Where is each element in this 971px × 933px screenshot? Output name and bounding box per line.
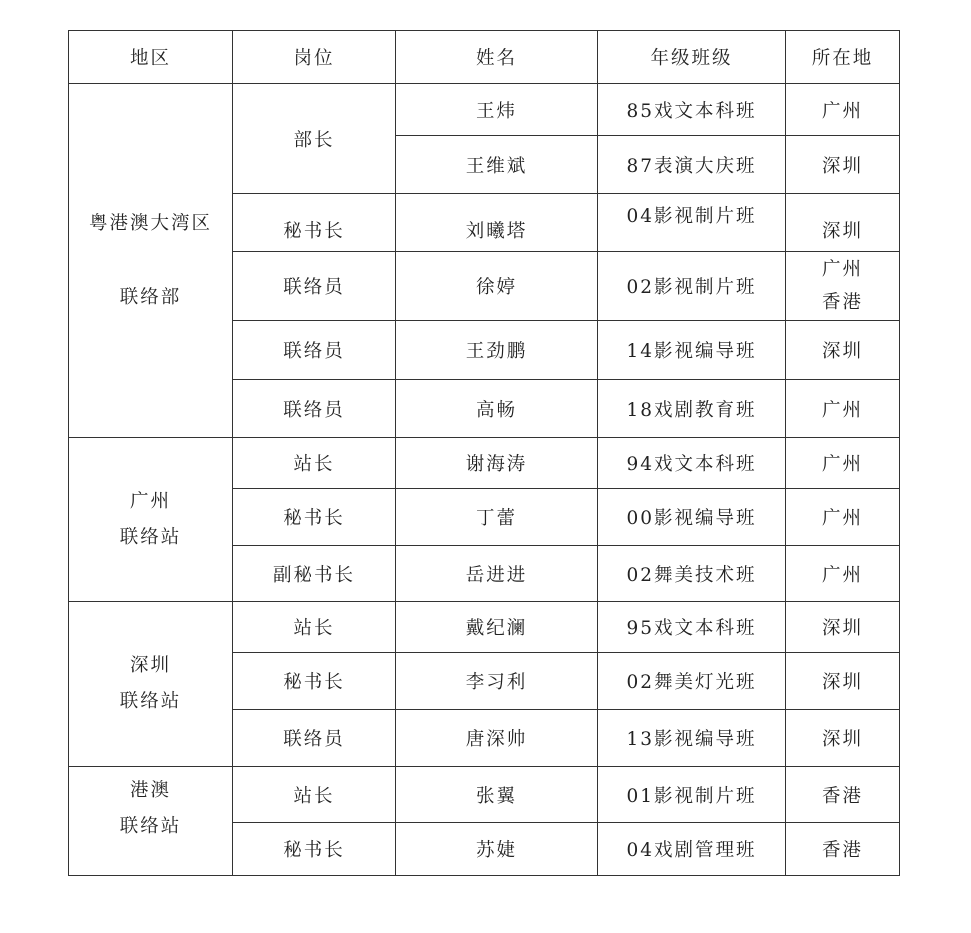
region-line: 港澳 <box>129 780 171 801</box>
contact-table <box>68 30 900 876</box>
location-cell: 深圳 <box>786 710 900 767</box>
header-location: 所在地 <box>786 31 900 84</box>
class-cell: 87表演大庆班 <box>598 136 786 194</box>
location-cell: 广州 <box>786 380 900 438</box>
location-cell: 广州 <box>786 546 900 602</box>
class-cell: 04戏剧管理班 <box>598 823 786 876</box>
position-cell: 站长 <box>233 767 396 823</box>
position-cell: 部长 <box>233 84 396 194</box>
location-line: 香港 <box>821 292 863 313</box>
class-cell: 00影视编导班 <box>598 489 786 546</box>
location-cell: 深圳 <box>786 136 900 194</box>
name-cell: 谢海涛 <box>396 438 598 489</box>
name-cell: 刘曦塔 <box>396 194 598 252</box>
position-cell: 联络员 <box>233 321 396 380</box>
class-cell: 04影视制片班 <box>598 194 786 252</box>
header-row <box>69 31 900 84</box>
region-line: 联络部 <box>119 286 182 308</box>
location-cell: 深圳 <box>786 653 900 710</box>
region-line: 联络站 <box>119 816 182 837</box>
region-line: 联络站 <box>119 526 182 548</box>
location-cell <box>786 252 900 321</box>
region-line: 联络站 <box>119 691 182 712</box>
region-cell <box>69 767 233 876</box>
class-cell: 02舞美技术班 <box>598 546 786 602</box>
header-class: 年级班级 <box>598 31 786 84</box>
name-cell: 丁蕾 <box>396 489 598 546</box>
region-cell <box>69 438 233 602</box>
class-cell: 14影视编导班 <box>598 321 786 380</box>
name-cell: 张翼 <box>396 767 598 823</box>
class-cell: 02影视制片班 <box>598 252 786 321</box>
name-cell: 王维斌 <box>396 136 598 194</box>
position-cell: 站长 <box>233 438 396 489</box>
location-cell: 深圳 <box>786 321 900 380</box>
name-cell: 高畅 <box>396 380 598 438</box>
position-cell: 联络员 <box>233 252 396 321</box>
table-row <box>69 767 900 823</box>
class-cell: 95戏文本科班 <box>598 602 786 653</box>
position-cell: 联络员 <box>233 710 396 767</box>
name-cell: 苏婕 <box>396 823 598 876</box>
table-row <box>69 438 900 489</box>
class-cell: 02舞美灯光班 <box>598 653 786 710</box>
name-cell: 戴纪澜 <box>396 602 598 653</box>
location-cell: 广州 <box>786 84 900 136</box>
header-name: 姓名 <box>396 31 598 84</box>
position-cell: 秘书长 <box>233 823 396 876</box>
location-cell: 深圳 <box>786 602 900 653</box>
region-line: 粤港澳大湾区 <box>88 212 212 234</box>
region-line: 深圳 <box>129 655 171 676</box>
name-cell: 王炜 <box>396 84 598 136</box>
name-cell: 徐婷 <box>396 252 598 321</box>
name-cell: 王劲鹏 <box>396 321 598 380</box>
header-region: 地区 <box>69 31 233 84</box>
name-cell: 岳进进 <box>396 546 598 602</box>
position-cell: 联络员 <box>233 380 396 438</box>
table-row <box>69 84 900 136</box>
header-position: 岗位 <box>233 31 396 84</box>
region-line: 广州 <box>129 490 171 512</box>
class-cell: 18戏剧教育班 <box>598 380 786 438</box>
table-row <box>69 602 900 653</box>
class-cell: 01影视制片班 <box>598 767 786 823</box>
position-cell: 秘书长 <box>233 653 396 710</box>
region-cell <box>69 84 233 438</box>
location-cell: 广州 <box>786 489 900 546</box>
position-cell: 秘书长 <box>233 194 396 252</box>
position-cell: 站长 <box>233 602 396 653</box>
location-cell: 广州 <box>786 438 900 489</box>
location-cell: 深圳 <box>786 194 900 252</box>
class-cell: 13影视编导班 <box>598 710 786 767</box>
location-cell: 香港 <box>786 767 900 823</box>
location-cell: 香港 <box>786 823 900 876</box>
region-cell <box>69 602 233 767</box>
name-cell: 李习利 <box>396 653 598 710</box>
position-cell: 副秘书长 <box>233 546 396 602</box>
class-cell: 94戏文本科班 <box>598 438 786 489</box>
position-cell: 秘书长 <box>233 489 396 546</box>
location-line: 广州 <box>821 259 863 280</box>
class-cell: 85戏文本科班 <box>598 84 786 136</box>
name-cell: 唐深帅 <box>396 710 598 767</box>
